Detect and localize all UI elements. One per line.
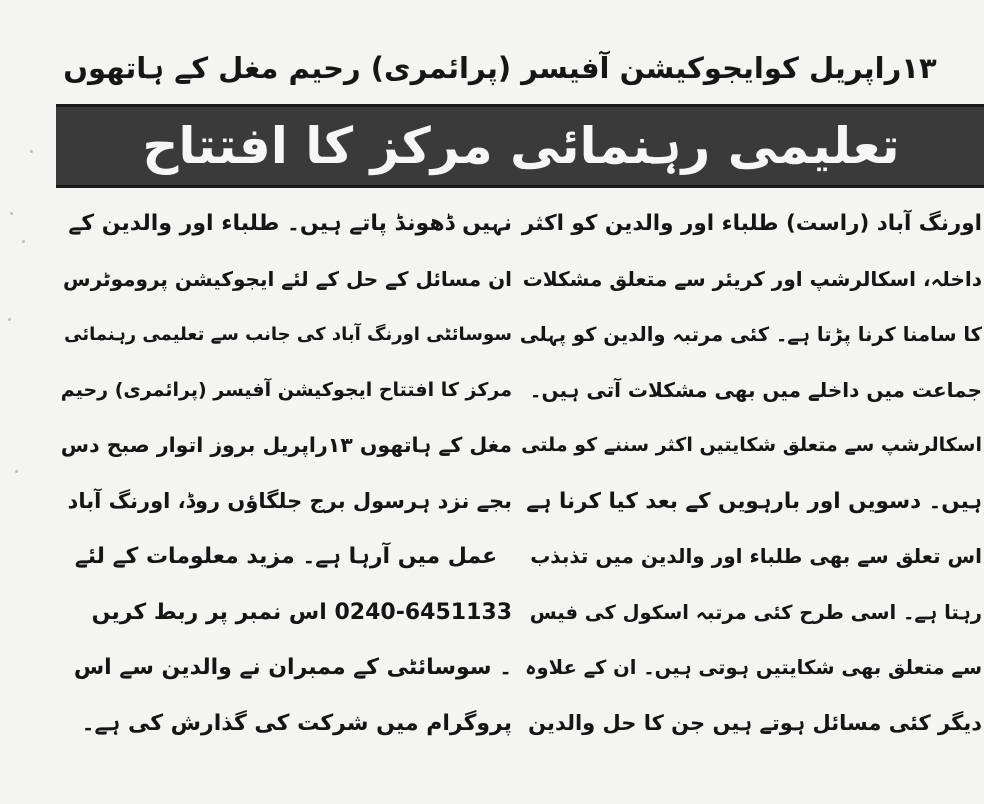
scan-speck	[10, 212, 13, 215]
text-line: نہیں ڈھونڈ پاتے ہیں۔ طلباء اور والدین کے	[68, 211, 512, 236]
scan-speck	[8, 318, 11, 321]
scan-speck	[22, 240, 25, 243]
text-line: کا سامنا کرنا پڑتا ہے۔ کئی مرتبہ والدین کو پہلی	[520, 323, 982, 346]
text-line: مغل کے ہاتھوں ۱۳راپریل بروز اتوار صبح دس	[60, 433, 512, 457]
text-line: جماعت میں داخلے میں بھی مشکلات آتی ہیں۔	[529, 377, 982, 402]
text-line: اسکالرشپ سے متعلق شکایتیں اکثر سننے کو ملتی	[521, 434, 982, 456]
left-column	[60, 196, 512, 751]
text-line: دیگر کئی مسائل ہوتے ہیں جن کا حل والدین	[528, 710, 982, 735]
text-line: اس تعلق سے بھی طلباء اور والدین میں تذبذب	[530, 544, 982, 568]
text-line: پروگرام میں شرکت کی گذارش کی ہے۔	[81, 710, 512, 736]
text-line: رہتا ہے۔ اسی طرح کئی مرتبہ اسکول کی فیس	[529, 600, 982, 624]
banner-title: تعلیمی رہنمائی مرکز کا افتتاح	[142, 117, 900, 175]
scan-speck	[30, 150, 33, 153]
text-line: عمل میں آرہا ہے۔ مزید معلومات کے لئے	[74, 544, 498, 569]
banner	[56, 104, 984, 188]
text-line: ان مسائل کے حل کے لئے ایجوکیشن پروموٹرس	[63, 266, 512, 291]
headline: ۱۳راپریل کوایجوکیشن آفیسر (پرائمری) رحیم مغل کے ہاتھوں	[63, 51, 937, 85]
scan-speck	[15, 470, 18, 473]
text-line: ۔ سوسائٹی کے ممبران نے والدین سے اس	[73, 655, 512, 680]
text-line: داخلہ، اسکالرشپ اور کریئر سے متعلق مشکلات	[522, 266, 982, 291]
text-line: ہیں۔ دسویں اور بارہویں کے بعد کیا کرنا ہے	[526, 488, 982, 514]
text-line: اورنگ آباد (راست) طلباء اور والدین کو اکثر	[521, 211, 982, 236]
text-line: سوسائٹی اورنگ آباد کی جانب سے تعلیمی رہنمائی	[64, 324, 512, 345]
text-line: سے متعلق بھی شکایتیں ہوتی ہیں۔ ان کے علاوہ	[525, 656, 982, 679]
right-column	[520, 196, 982, 751]
text-line: بجے نزد ہرسول برج جلگاؤں روڈ، اورنگ آباد	[67, 488, 512, 513]
text-line: مرکز کا افتتاح ایجوکیشن آفیسر (پرائمری) رحیم	[60, 378, 512, 401]
phone-line: 0240-6451133 اس نمبر پر ربط کریں	[91, 599, 512, 625]
